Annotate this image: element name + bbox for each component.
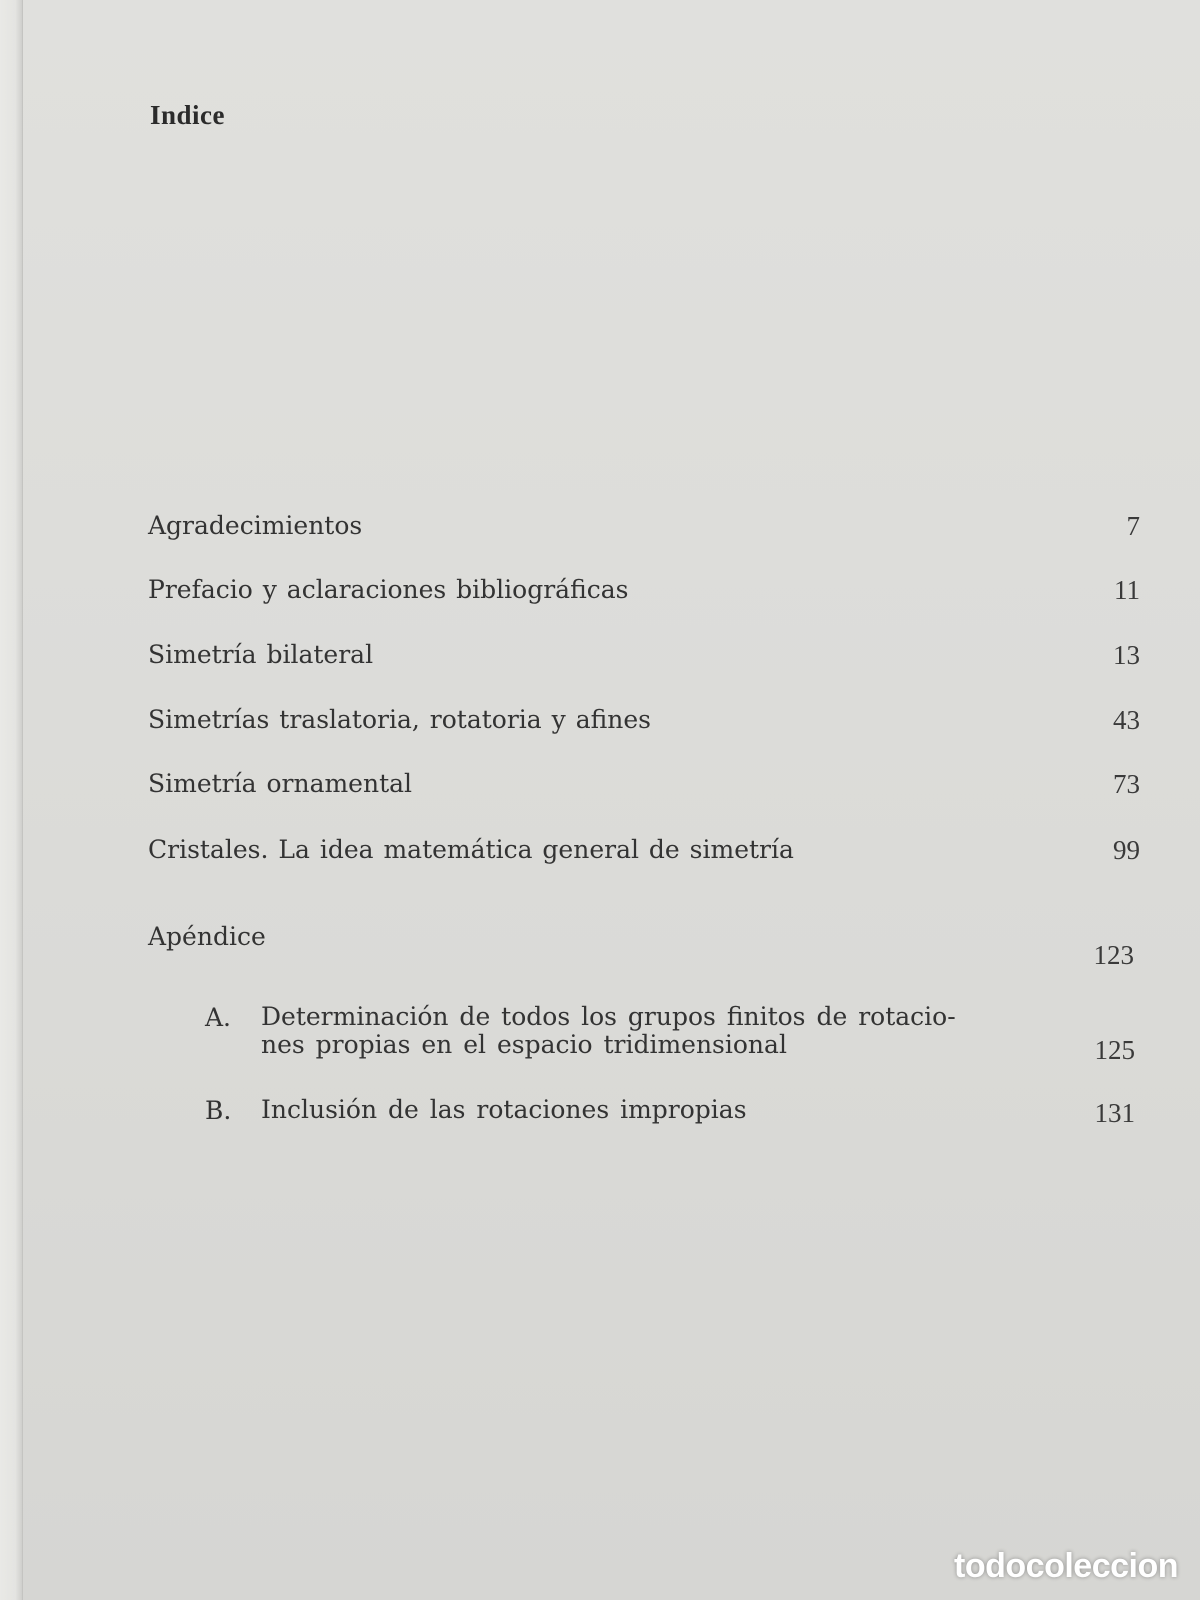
toc-entry (148, 509, 1140, 543)
appendix-item (205, 1003, 1135, 1073)
appendix-item-page: 131 (1094, 1098, 1135, 1128)
toc-entry-label: Cristales. La idea matemática general de simetría (148, 835, 794, 864)
appendix-item-line: Determinación de todos los grupos finitos de rotacio- (261, 1002, 956, 1031)
toc-entry-page: 7 (1126, 511, 1140, 541)
toc-entry-page: 99 (1113, 835, 1140, 865)
toc-entry-page: 11 (1114, 575, 1140, 605)
toc-entry-label: Agradecimientos (148, 511, 363, 540)
toc-entry-page: 43 (1113, 705, 1140, 735)
appendix-item (205, 1096, 1135, 1132)
toc-entry (148, 573, 1140, 607)
appendix-item-text (261, 1003, 1061, 1059)
toc-entry-appendix (148, 920, 1140, 980)
book-spine-edge (0, 0, 23, 1600)
toc-entry-label: Simetría bilateral (148, 640, 374, 669)
toc-entry (148, 703, 1140, 737)
toc-entry-label: Apéndice (148, 922, 266, 951)
page-title: Indice (150, 100, 226, 130)
appendix-item-line: nes propias en el espacio tridimensional (261, 1030, 787, 1059)
toc-entry (148, 638, 1140, 672)
toc-entry (148, 767, 1140, 801)
toc-entry-label: Simetría ornamental (148, 769, 413, 798)
toc-entry (148, 833, 1140, 867)
appendix-item-letter: A. (205, 1003, 232, 1032)
toc-entry-page: 73 (1113, 769, 1140, 799)
appendix-item-text: Inclusión de las rotaciones impropias (261, 1095, 747, 1124)
watermark-logo: todocoleccion (954, 1547, 1178, 1585)
toc-entry-label: Simetrías traslatoria, rotatoria y afines (148, 705, 651, 734)
appendix-item-letter: B. (205, 1096, 232, 1125)
toc-entry-label: Prefacio y aclaraciones bibliográficas (148, 575, 629, 604)
appendix-item-page: 125 (1094, 1035, 1135, 1065)
toc-entry-page: 123 (1093, 940, 1134, 970)
toc-entry-page: 13 (1113, 640, 1140, 670)
